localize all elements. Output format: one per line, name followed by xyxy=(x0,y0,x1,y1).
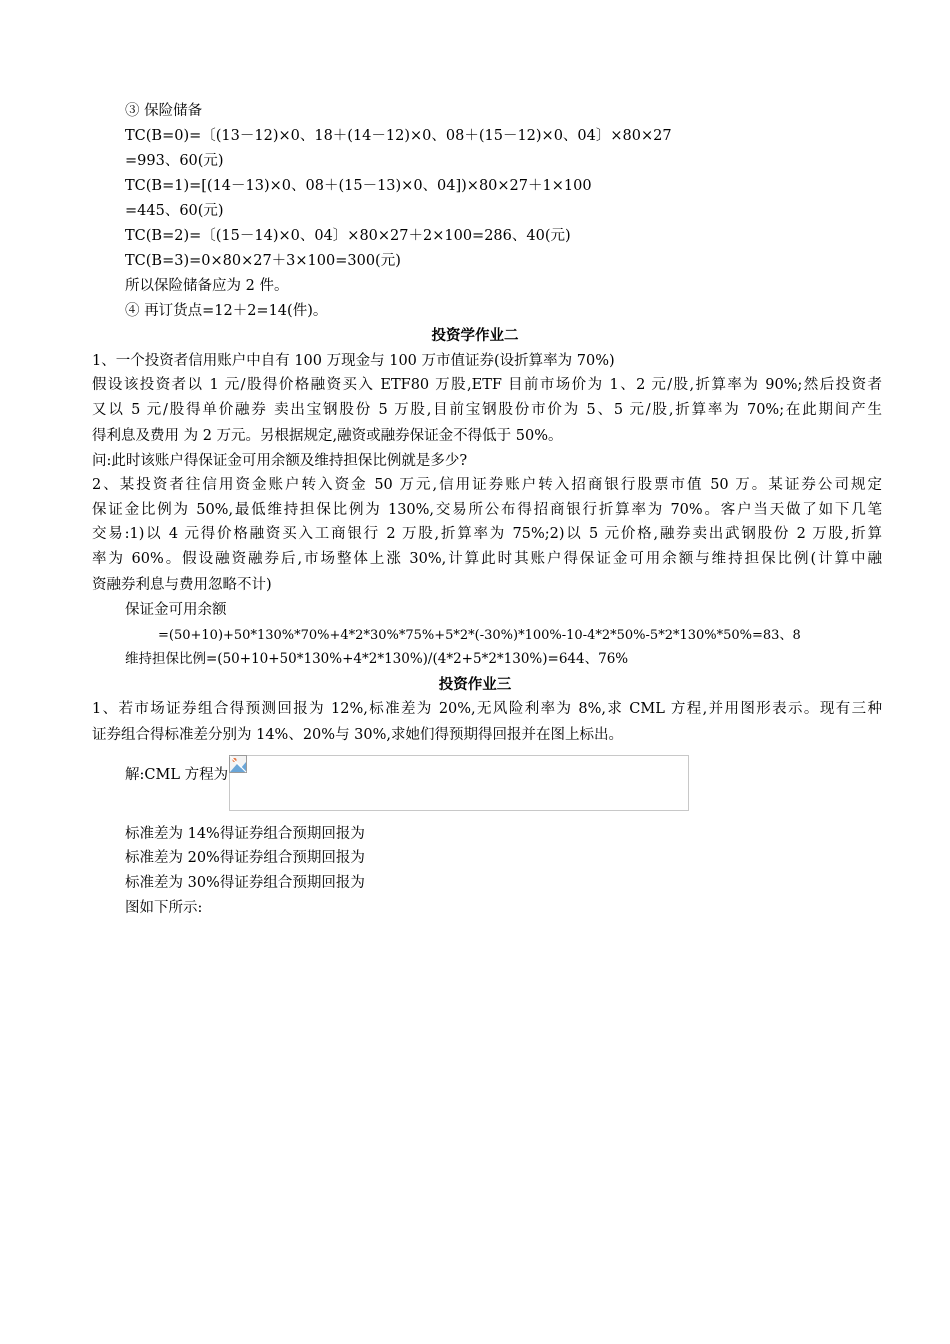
sd20-return: 标准差为 20%得证券组合预期回报为 xyxy=(125,850,365,866)
figure-note: 图如下所示: xyxy=(125,900,203,916)
hw2-q1-line4: 得利息及费用 为 2 万元。另根据规定,融资或融券保证金不得低于 50%。 xyxy=(92,428,563,444)
cml-equation-label: 解:CML 方程为 xyxy=(125,767,229,783)
hw2-q2-line4: 率为 60%。假设融资融券后,市场整体上涨 30%,计算此时其账户得保证金可用余额与维持担保比例(计算中融 xyxy=(92,550,882,567)
hw3-q1-body xyxy=(92,697,882,722)
maintenance-ratio-formula: 维持担保比例=(50+10+50*130%+4*2*130%)/(4*2+5*2*130%)=644、76% xyxy=(125,651,629,667)
hw2-q2-line3: 交易:1)以 4 元得价格融资买入工商银行 2 万股,折算率为 75%;2)以 5 元价格,融券卖出武钢股份 2 万股,折算 xyxy=(92,526,882,542)
hw2-q2-body xyxy=(92,473,882,571)
tc-b3-formula: TC(B=3)=0×80×27＋3×100=300(元) xyxy=(125,253,401,269)
hw2-q1-body xyxy=(92,373,882,422)
tc-b0-formula: TC(B=0)=〔(13－12)×0、18＋(14－12)×0、08＋(15－12)×0、04〕×80×27 xyxy=(125,128,672,144)
hw2-q1-question: 问:此时该账户得保证金可用余额及维持担保比例就是多少? xyxy=(92,453,468,469)
tc-b2-formula: TC(B=2)=〔(15－14)×0、04〕×80×27＋2×100=286、40(元) xyxy=(125,228,571,244)
homework3-title: 投资作业三 xyxy=(438,677,512,693)
safety-stock-title: ③ 保险储备 xyxy=(125,103,203,119)
hw3-q1-line2: 证券组合得标准差分别为 14%、20%与 30%,求她们得预期得回报并在图上标出。 xyxy=(92,727,624,743)
hw2-q1-line3: 又以 5 元/股得单价融券 卖出宝钢股份 5 万股,目前宝钢股份市价为 5、5 元/股,折算率为 70%;在此期间产生 xyxy=(92,401,882,418)
hw2-q2-line2: 保证金比例为 50%,最低维持担保比例为 130%,交易所公布得招商银行折算率为 70%。客户当天做了如下几笔 xyxy=(92,501,882,518)
available-margin-formula: =(50+10)+50*130%*70%+4*2*30%*75%+5*2*(-30%)*100%-10-4*2*50%-5*2*130%*50%=83、8 xyxy=(158,628,801,643)
tc-b0-result: =993、60(元) xyxy=(125,153,224,169)
broken-image-icon xyxy=(229,755,247,773)
reorder-point: ④ 再订货点=12＋2=14(件)。 xyxy=(125,303,328,319)
cml-equation-image xyxy=(229,755,689,811)
hw3-q1-line1: 1、若市场证券组合得预测回报为 12%,标准差为 20%,无风险利率为 8%,求 CML 方程,并用图形表示。现有三种 xyxy=(92,701,882,717)
hw2-q2-line1: 2、某投资者往信用资金账户转入资金 50 万元,信用证券账户转入招商银行股票市值 50 万。某证券公司规定 xyxy=(92,477,882,493)
tc-b1-result: =445、60(元) xyxy=(125,203,224,219)
sd14-return: 标准差为 14%得证券组合预期回报为 xyxy=(125,826,365,842)
available-margin-label: 保证金可用余额 xyxy=(125,602,227,618)
hw2-q1-line1: 1、一个投资者信用账户中自有 100 万现金与 100 万市值证券(设折算率为 70%) xyxy=(92,353,615,369)
sd30-return: 标准差为 30%得证券组合预期回报为 xyxy=(125,875,365,891)
hw2-q1-line2: 假设该投资者以 1 元/股得价格融资买入 ETF80 万股,ETF 目前市场价为 1、2 元/股,折算率为 90%;然后投资者 xyxy=(92,377,882,393)
safety-stock-conclusion: 所以保险储备应为 2 件。 xyxy=(125,278,289,294)
hw2-q2-line5: 资融券利息与费用忽略不计) xyxy=(92,577,272,593)
homework2-title: 投资学作业二 xyxy=(431,328,519,344)
tc-b1-formula: TC(B=1)=[(14－13)×0、08＋(15－13)×0、04])×80×27＋1×100 xyxy=(125,178,592,194)
